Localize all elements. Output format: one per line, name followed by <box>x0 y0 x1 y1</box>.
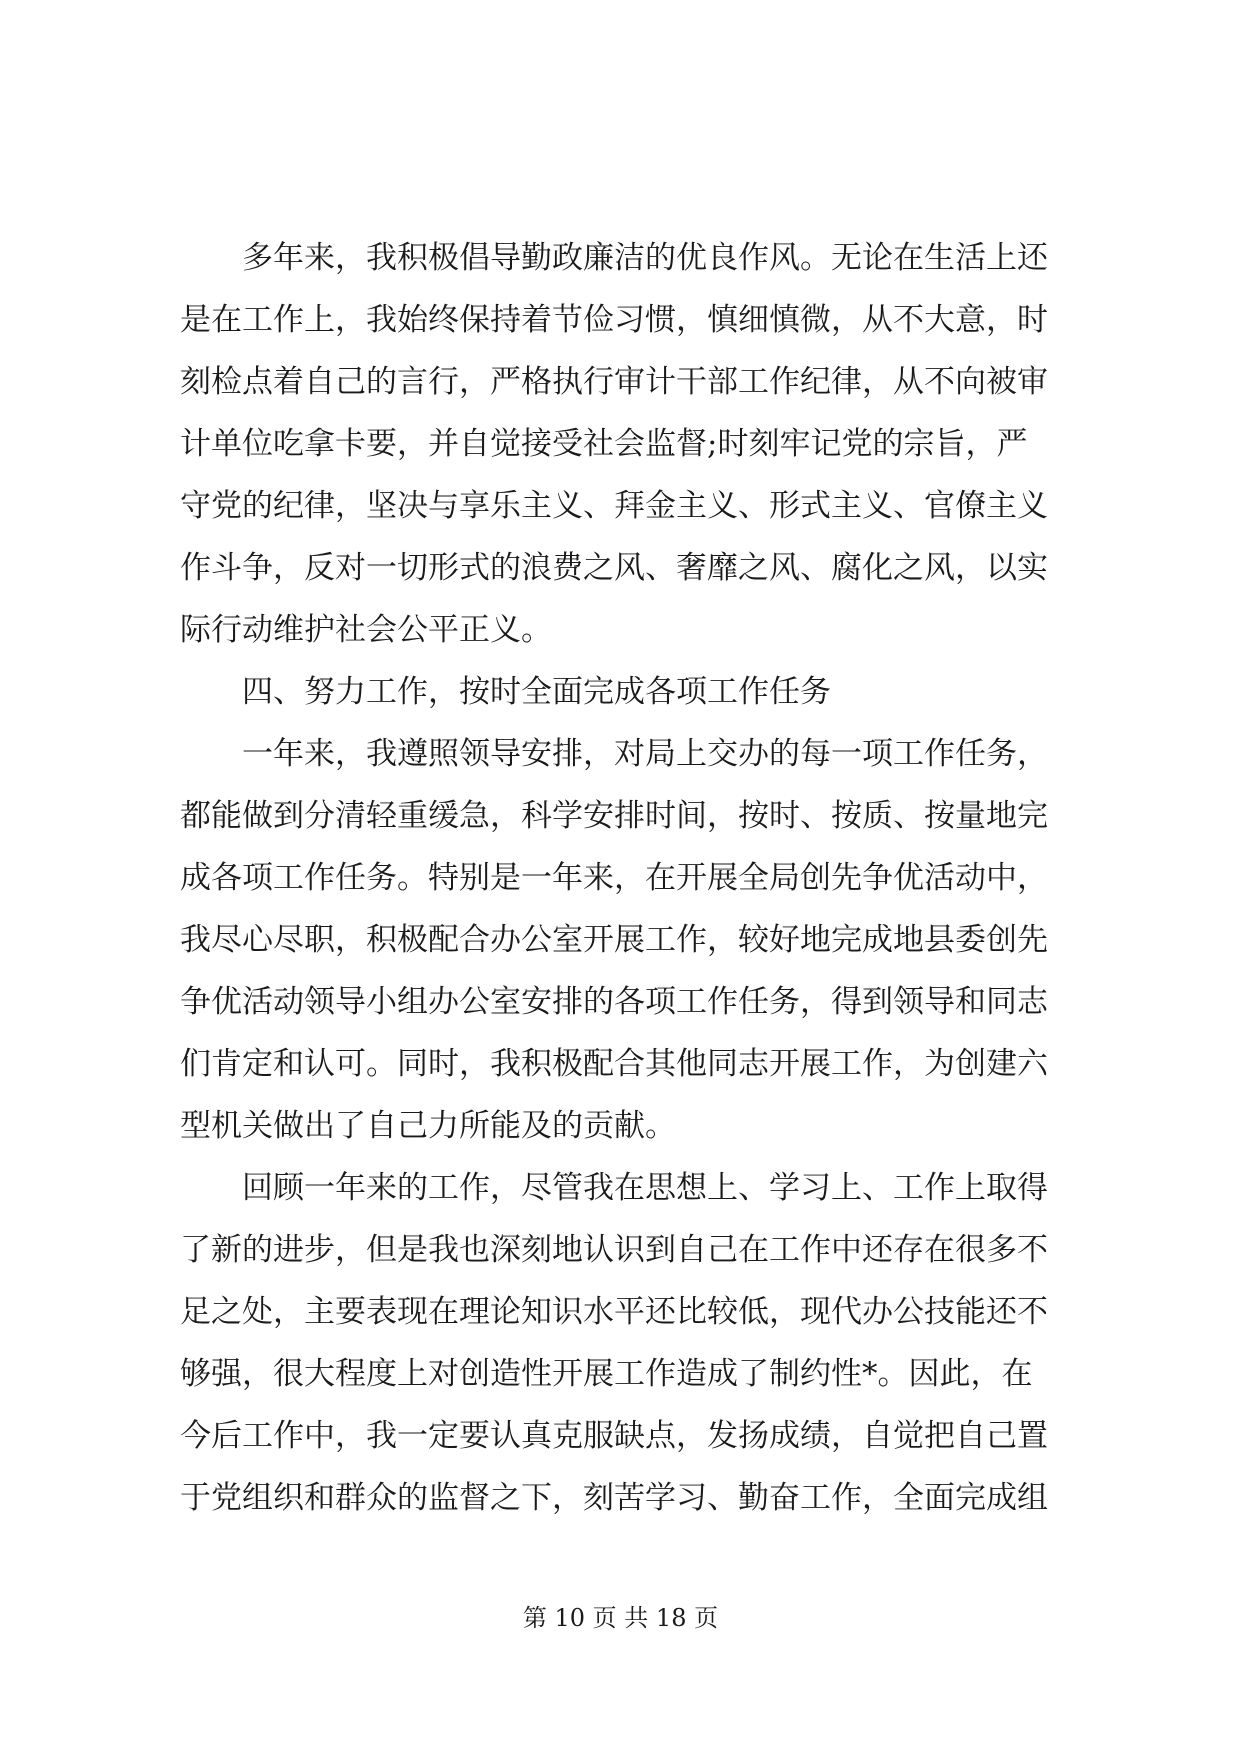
text-line: 今后工作中，我一定要认真克服缺点，发扬成绩，自觉把自己置 <box>180 1418 1048 1454</box>
text-line: 刻检点着自己的言行，严格执行审计干部工作纪律，从不向被审 <box>180 364 1048 400</box>
text-line: 于党组织和群众的监督之下，刻苦学习、勤奋工作，全面完成组 <box>180 1480 1048 1516</box>
text-line: 们肯定和认可。同时，我积极配合其他同志开展工作，为创建六 <box>180 1046 1048 1082</box>
text-line: 够强，很大程度上对创造性开展工作造成了制约性*。因此，在 <box>180 1356 1033 1392</box>
text-line: 计单位吃拿卡要，并自觉接受社会监督;时刻牢记党的宗旨，严 <box>180 426 1028 462</box>
text-line: 多年来，我积极倡导勤政廉洁的优良作风。无论在生活上还 <box>180 240 1048 276</box>
text-line: 足之处，主要表现在理论知识水平还比较低，现代办公技能还不 <box>180 1294 1048 1330</box>
text-line: 型机关做出了自己力所能及的贡献。 <box>180 1108 676 1144</box>
text-line: 际行动维护社会公平正义。 <box>180 612 552 648</box>
text-line: 守党的纪律，坚决与享乐主义、拜金主义、形式主义、官僚主义 <box>180 488 1048 524</box>
text-line: 是在工作上，我始终保持着节俭习惯，慎细慎微，从不大意，时 <box>180 302 1048 338</box>
page-number-footer: 第 10 页 共 18 页 <box>522 1604 719 1632</box>
text-line: 争优活动领导小组办公室安排的各项工作任务，得到领导和同志 <box>180 984 1048 1020</box>
text-line: 作斗争，反对一切形式的浪费之风、奢靡之风、腐化之风，以实 <box>180 550 1048 586</box>
text-line: 成各项工作任务。特别是一年来，在开展全局创先争优活动中， <box>180 860 1048 896</box>
text-line: 我尽心尽职，积极配合办公室开展工作，较好地完成地县委创先 <box>180 922 1048 958</box>
text-line: 都能做到分清轻重缓急，科学安排时间，按时、按质、按量地完 <box>180 798 1048 834</box>
text-line: 回顾一年来的工作，尽管我在思想上、学习上、工作上取得 <box>180 1170 1048 1206</box>
text-line: 一年来，我遵照领导安排，对局上交办的每一项工作任务， <box>180 736 1048 772</box>
text-line: 了新的进步，但是我也深刻地认识到自己在工作中还存在很多不 <box>180 1232 1048 1268</box>
section-heading: 四、努力工作，按时全面完成各项工作任务 <box>180 674 831 710</box>
